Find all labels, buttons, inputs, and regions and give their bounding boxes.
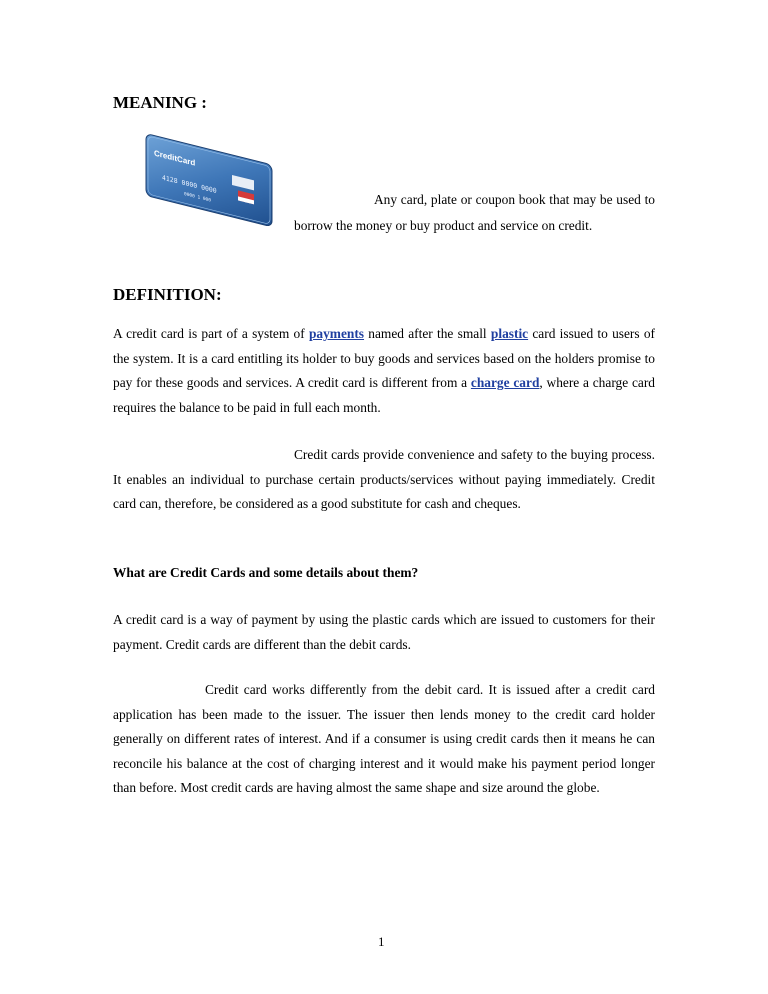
works-paragraph [113,678,655,801]
credit-card-image [140,134,290,226]
credit-cards-subheading: What are Credit Cards and some details about them? [113,565,419,580]
convenience-text: Credit cards provide convenience and safety to the buying process. It enables an individual to purchase certain products/services without paying immediately. Credit card can, therefore, be considered as a good substitute for cash and cheques. [113,447,655,511]
card-expiry-text: 0000 1 000 [184,192,211,204]
page-number: 1 [378,934,385,949]
payments-link[interactable]: payments [308,326,365,341]
card-brand-text: CreditCard [154,148,196,168]
plastic-text: A credit card is a way of payment by using the plastic cards which are issued to customers for their payment. Credit cards are different than the debit cards. [113,612,655,652]
definition-text: card issued to users of the system. It is a card entitling its holder to buy goods and services based on the holders promise to pay for these goods and services. A credit card is different from a [113,326,655,390]
definition-text: , where a charge card requires the balance to be paid in full each month. [113,375,655,415]
convenience-paragraph [113,443,655,517]
card-cash-label: CASH [239,196,251,205]
meaning-text: Any card, plate or coupon book that may be used to borrow the money or buy product and service on credit. [294,192,655,233]
plastic-paragraph [113,608,655,657]
definition-text: A credit card is part of a system of [113,326,309,341]
definition-text: named after the small [364,326,491,341]
card-number-text: 4128 0000 0000 [162,173,217,196]
charge-card-link[interactable]: charge card [470,375,540,390]
meaning-heading: MEANING : [113,93,207,112]
definition-heading: DEFINITION: [113,285,222,304]
definition-paragraph [113,322,655,420]
meaning-paragraph [294,187,655,239]
works-text: Credit card works differently from the debit card. It is issued after a credit card application has been made to the issuer. The issuer then lends money to the credit card holder generally on different rates of interest. And if a consumer is using credit cards then it means he can reconcile his balance at the cost of charging interest and it would make his payment period longer than before. Most credit cards are having almost the same shape and size around the globe. [113,682,655,795]
plastic-link[interactable]: plastic [490,326,529,341]
